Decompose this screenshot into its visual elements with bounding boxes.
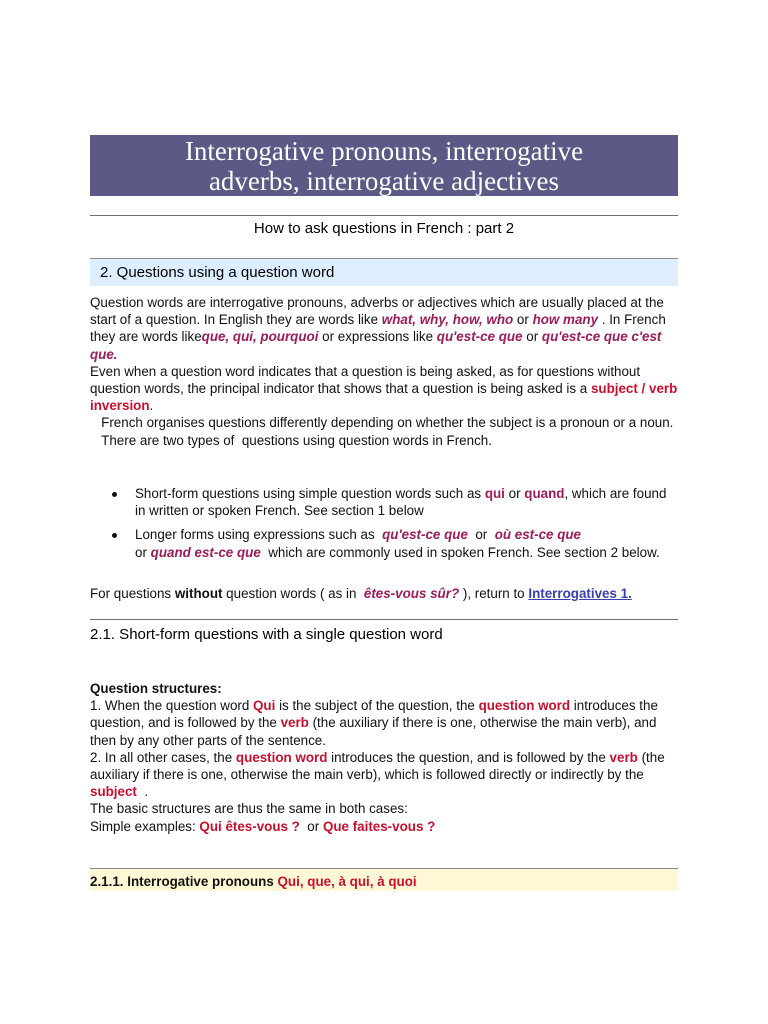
section-2-1-heading: 2.1. Short-form questions with a single question word <box>90 626 443 643</box>
keyword: question word <box>235 749 328 765</box>
keyword: verb <box>609 749 638 765</box>
keyword: où est-ce que <box>494 527 582 543</box>
paragraph-without-question-words <box>90 585 678 602</box>
keyword: Qui, que, à qui, à quoi <box>277 874 417 889</box>
keyword: subject / verb inversion <box>90 381 678 414</box>
text-run: or <box>513 312 533 328</box>
paragraph-pronoun-or-noun: French organises questions differently depending on whether the subject is a pronoun or a noun. <box>90 415 674 431</box>
section-2-1-body <box>90 680 678 835</box>
bullet-icon <box>112 533 117 538</box>
question-types-list <box>90 485 678 561</box>
text-run: 2.1.1. Interrogative pronouns <box>90 874 278 889</box>
keyword: Qui êtes-vous ? <box>199 818 300 834</box>
paragraph-inversion <box>90 363 678 415</box>
page-title-line-1: Interrogative pronouns, interrogative <box>184 135 584 166</box>
paragraph-question-words <box>90 294 678 363</box>
keyword: quand <box>524 486 565 501</box>
text-run: 2. In all other cases, the <box>90 749 236 765</box>
keyword: how many <box>532 312 599 328</box>
text-run: Question words are interrogative pronouns, adverbs or adjectives which are usually placed at the start of a question. In English they are words like <box>90 295 664 328</box>
text-run: (the auxiliary if there is one, otherwise the main verb), and then by any other parts of the sentence. <box>90 715 657 748</box>
text-run: or <box>135 544 151 560</box>
list-item <box>90 526 678 560</box>
text-run: 1. When the question word <box>90 698 254 714</box>
text-run: or <box>522 329 542 345</box>
keyword: subject <box>90 784 137 800</box>
text-run: introduces the question, and is followed by the <box>327 749 610 765</box>
keyword: Qui <box>253 698 276 714</box>
keyword: qu'est-ce que c'est que. <box>90 329 662 362</box>
text-run: . <box>136 784 149 800</box>
structure-1 <box>90 697 678 749</box>
text-run: introduces the question, and is followed by the <box>90 698 658 731</box>
text-run: Simple examples: <box>90 818 200 834</box>
simple-examples <box>90 818 678 835</box>
bullet-icon <box>112 492 117 497</box>
section-2-header <box>90 258 678 286</box>
text-run: (the auxiliary if there is one, otherwise the main verb), which is followed directly or indirectly by the <box>90 749 669 783</box>
keyword: Que faites-vous ? <box>322 818 436 834</box>
structure-2 <box>90 749 678 801</box>
text-run: or <box>299 818 323 834</box>
text-run: Even when a question word indicates that a question is being asked, as for questions without question words, the principal indicator that shows that a question is being asked is a <box>90 363 641 397</box>
text-run: ), return to <box>459 586 529 601</box>
divider <box>90 215 678 216</box>
section-2-heading: 2. Questions using a question word <box>100 264 335 281</box>
text-run: or <box>504 486 525 501</box>
keyword: êtes-vous sûr? <box>363 586 460 601</box>
keyword: quand est-ce que <box>150 544 261 560</box>
text-run: , which are found in written or spoken French. See section 1 below <box>135 486 667 519</box>
keyword: what, why, how, who <box>381 312 514 328</box>
text-run: Short-form questions using simple question words such as <box>135 486 485 501</box>
structure-summary: The basic structures are thus the same in both cases: <box>90 801 408 817</box>
section-2-body <box>90 294 678 449</box>
text-run: or <box>467 527 495 543</box>
text-run: which are commonly used in spoken French. See section 2 below. <box>260 544 660 560</box>
title-banner <box>90 135 678 196</box>
text-run: without <box>174 586 223 601</box>
interrogatives-1-link[interactable]: Interrogatives 1. <box>528 586 632 601</box>
keyword: question word <box>478 698 571 714</box>
text-run: is the subject of the question, the <box>275 698 479 714</box>
text-run: question words ( as in <box>222 586 364 601</box>
text-run: For questions <box>90 586 175 601</box>
text-run: . In French they are words like <box>90 312 666 345</box>
list-item <box>90 485 678 519</box>
section-2-1-1-heading <box>90 873 417 890</box>
keyword: verb <box>280 715 309 731</box>
keyword: qui <box>484 486 505 501</box>
keyword: que, qui, pourquoi <box>201 329 319 345</box>
page-subtitle: How to ask questions in French : part 2 <box>253 220 515 237</box>
divider <box>90 619 678 620</box>
keyword: qu'est-ce que <box>436 329 523 345</box>
section-2-1-1-header <box>90 868 678 891</box>
page-title-line-2: adverbs, interrogative adjectives <box>208 165 560 196</box>
question-structures-label: Question structures: <box>90 681 222 696</box>
text-run: . <box>149 398 154 414</box>
text-run: or expressions like <box>318 329 437 345</box>
paragraph-two-types: There are two types of questions using question words in French. <box>90 432 492 448</box>
text-run: Longer forms using expressions such as <box>135 527 383 543</box>
keyword: qu'est-ce que <box>382 527 468 543</box>
